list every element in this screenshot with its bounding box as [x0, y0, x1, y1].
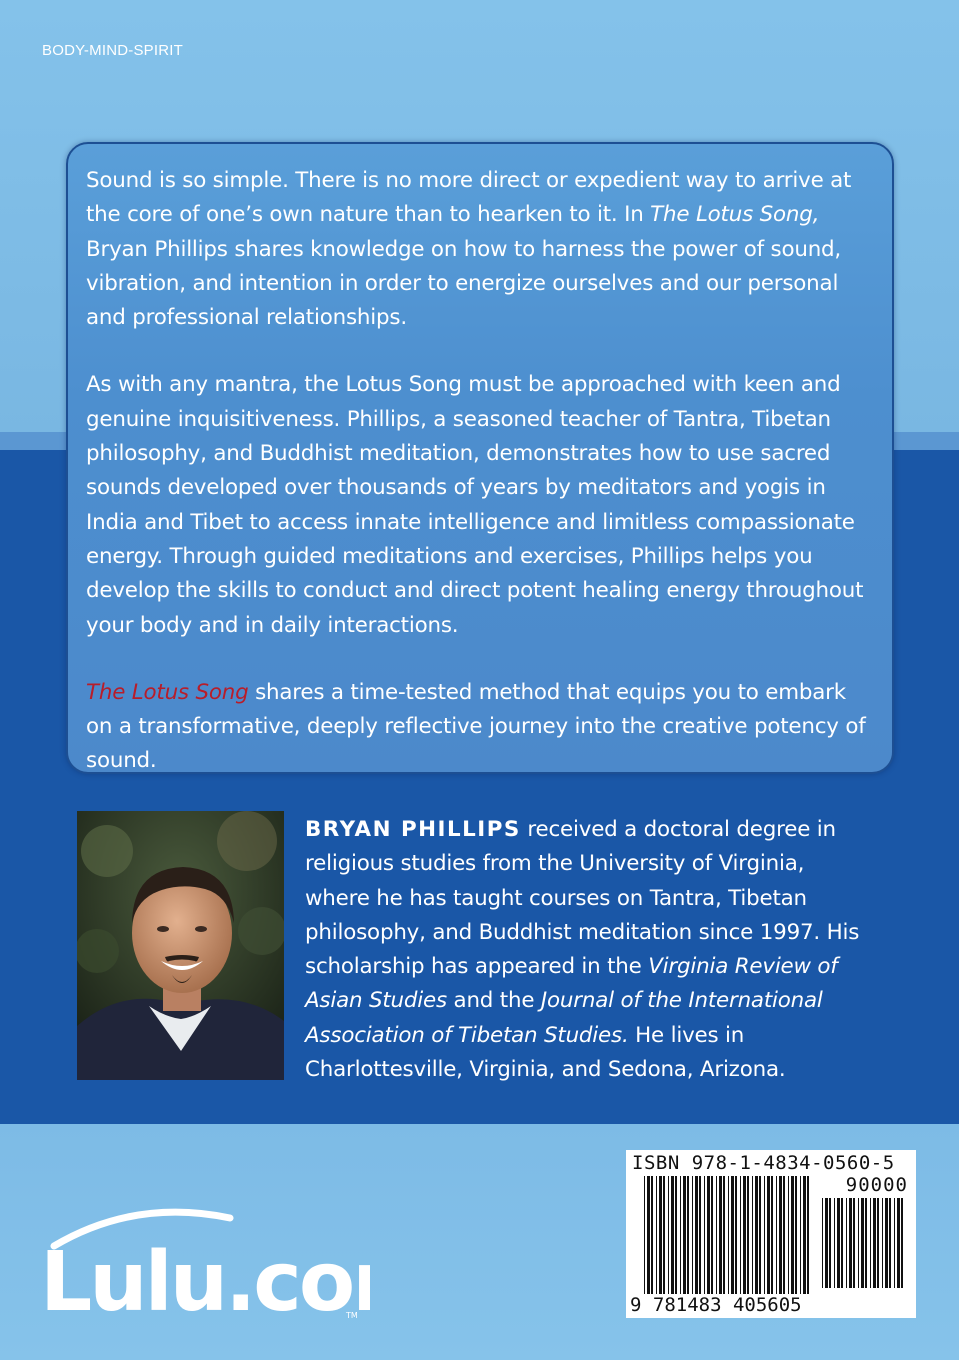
blurb-p1-text-a: Sound is so simple. There is no more direct or expedient way to arrive at the core of one’s own nature than to hearken to it. In	[86, 168, 852, 228]
barcode-bar	[861, 1198, 864, 1288]
barcode-bar	[752, 1176, 753, 1294]
barcode-bar	[656, 1176, 657, 1294]
barcode-bar	[853, 1198, 855, 1288]
barcode-bar	[795, 1176, 797, 1294]
bio-text-2: and the	[446, 988, 541, 1014]
barcode-bar	[644, 1176, 645, 1294]
ean13-bars	[644, 1176, 810, 1294]
barcode-bar	[882, 1198, 883, 1288]
barcode-bar	[779, 1176, 782, 1294]
barcode-bar	[841, 1198, 843, 1288]
barcode-bar	[894, 1198, 895, 1288]
barcode-bar	[783, 1176, 785, 1294]
barcode-bar	[788, 1176, 789, 1294]
author-portrait-image	[77, 811, 284, 1080]
author-bio	[305, 813, 875, 1087]
blurb-panel	[66, 142, 894, 774]
book-title-italic: The Lotus Song,	[650, 202, 820, 228]
barcode-bar	[716, 1176, 717, 1294]
barcode-bar	[771, 1176, 773, 1294]
barcode-bar	[870, 1198, 871, 1288]
barcode-bar	[846, 1198, 847, 1288]
barcode-bar	[659, 1176, 662, 1294]
barcode-bar	[829, 1198, 831, 1288]
lulu-logo-graphic	[40, 1206, 370, 1328]
barcode-bar	[687, 1176, 689, 1294]
barcode-bar	[901, 1198, 903, 1288]
isbn-barcode	[626, 1150, 916, 1318]
category-label: BODY-MIND-SPIRIT	[42, 42, 183, 59]
barcode-bar	[692, 1176, 693, 1294]
barcode-bar	[699, 1176, 701, 1294]
lulu-logo-text: Lulu.co	[40, 1235, 353, 1328]
barcode-bar	[897, 1198, 900, 1288]
lulu-logo	[40, 1206, 370, 1328]
barcode-bar	[711, 1176, 713, 1294]
barcode-bar	[683, 1176, 686, 1294]
bio-text-3: He lives in Charlottesville, Virginia, and Sedona, Arizona.	[305, 1022, 786, 1083]
barcode-bar	[807, 1176, 809, 1294]
barcode-bar	[858, 1198, 859, 1288]
barcode-bar	[704, 1176, 705, 1294]
barcode-bar	[747, 1176, 749, 1294]
barcode-bar	[680, 1176, 681, 1294]
barcode-bar	[889, 1198, 891, 1288]
price-code: 90000	[845, 1174, 908, 1196]
barcode-bar	[767, 1176, 770, 1294]
barcode-bar	[764, 1176, 765, 1294]
barcode-bar	[849, 1198, 852, 1288]
barcode-bar	[885, 1198, 888, 1288]
journal-title-2: Journal of the International Association of Tibetan Studies.	[305, 988, 823, 1048]
author-name: BRYAN PHILLIPS	[305, 817, 521, 842]
ean-digits: 9 781483 405605	[630, 1294, 802, 1316]
journal-title-1: Virginia Review of Asian Studies	[305, 954, 838, 1014]
blurb-paragraph-2: As with any mantra, the Lotus Song must be approached with keen and genuine inquisitiveness. Phillips, a seasoned teacher of Tantra, Tibetan philosophy, and Buddhist meditation, demonstrates how to use sacred sounds developed over thousands of years by meditators and yogis in India and Tibet to access innate intelligence and limitless compassionate energy. Through guided meditations and exercises, Phillips helps you develop the skills to conduct and direct potent healing energy throughout your body and in daily interactions.	[86, 372, 864, 638]
barcode-bar	[759, 1176, 761, 1294]
blurb-p1-text-b: Bryan Phillips shares knowledge on how to harness the power of sound, vibration, and intention in order to energize ourselves and our personal and professional relationships.	[86, 236, 842, 331]
barcode-bar	[803, 1176, 806, 1294]
barcode-bar	[719, 1176, 722, 1294]
barcode-bar	[651, 1176, 653, 1294]
barcode-bar	[822, 1198, 823, 1288]
barcode-bar	[695, 1176, 698, 1294]
barcode-bar	[668, 1176, 669, 1294]
barcode-bar	[873, 1198, 876, 1288]
book-title-red: The Lotus Song	[86, 679, 249, 705]
blurb-p3-text: shares a time-tested method that equips you to embark on a transformative, deeply reflective journey into the creative potency of sound.	[86, 679, 866, 774]
bio-text-1: received a doctoral degree in religious studies from the University of Virginia, where he has taught courses on Tantra, Tibetan philosophy, and Buddhist meditation since 1997. His scholarship has appeared in the	[305, 817, 860, 980]
barcode-bar	[671, 1176, 674, 1294]
barcode-bar	[800, 1176, 801, 1294]
barcode-bar	[731, 1176, 734, 1294]
blurb-paragraph-1	[86, 164, 874, 335]
barcode-bar	[647, 1176, 650, 1294]
barcode-bar	[735, 1176, 737, 1294]
barcode-bar	[728, 1176, 729, 1294]
trademark-symbol: TM	[346, 1311, 358, 1320]
barcode-bar	[723, 1176, 725, 1294]
barcode-bar	[740, 1176, 741, 1294]
barcode-bar	[755, 1176, 758, 1294]
barcode-bar	[743, 1176, 746, 1294]
barcode-bar	[663, 1176, 665, 1294]
barcode-bar	[877, 1198, 879, 1288]
barcode-bar	[834, 1198, 835, 1288]
addon-bars	[822, 1198, 906, 1288]
author-photo	[77, 811, 284, 1080]
barcode-bar	[776, 1176, 777, 1294]
barcode-bar	[865, 1198, 867, 1288]
blurb-paragraph-3	[86, 676, 874, 779]
barcode-bar	[837, 1198, 840, 1288]
isbn-label: ISBN 978-1-4834-0560-5	[632, 1152, 895, 1174]
barcode-bar	[791, 1176, 794, 1294]
barcode-bar	[675, 1176, 677, 1294]
barcode-bar	[825, 1198, 828, 1288]
barcode-bar	[707, 1176, 710, 1294]
